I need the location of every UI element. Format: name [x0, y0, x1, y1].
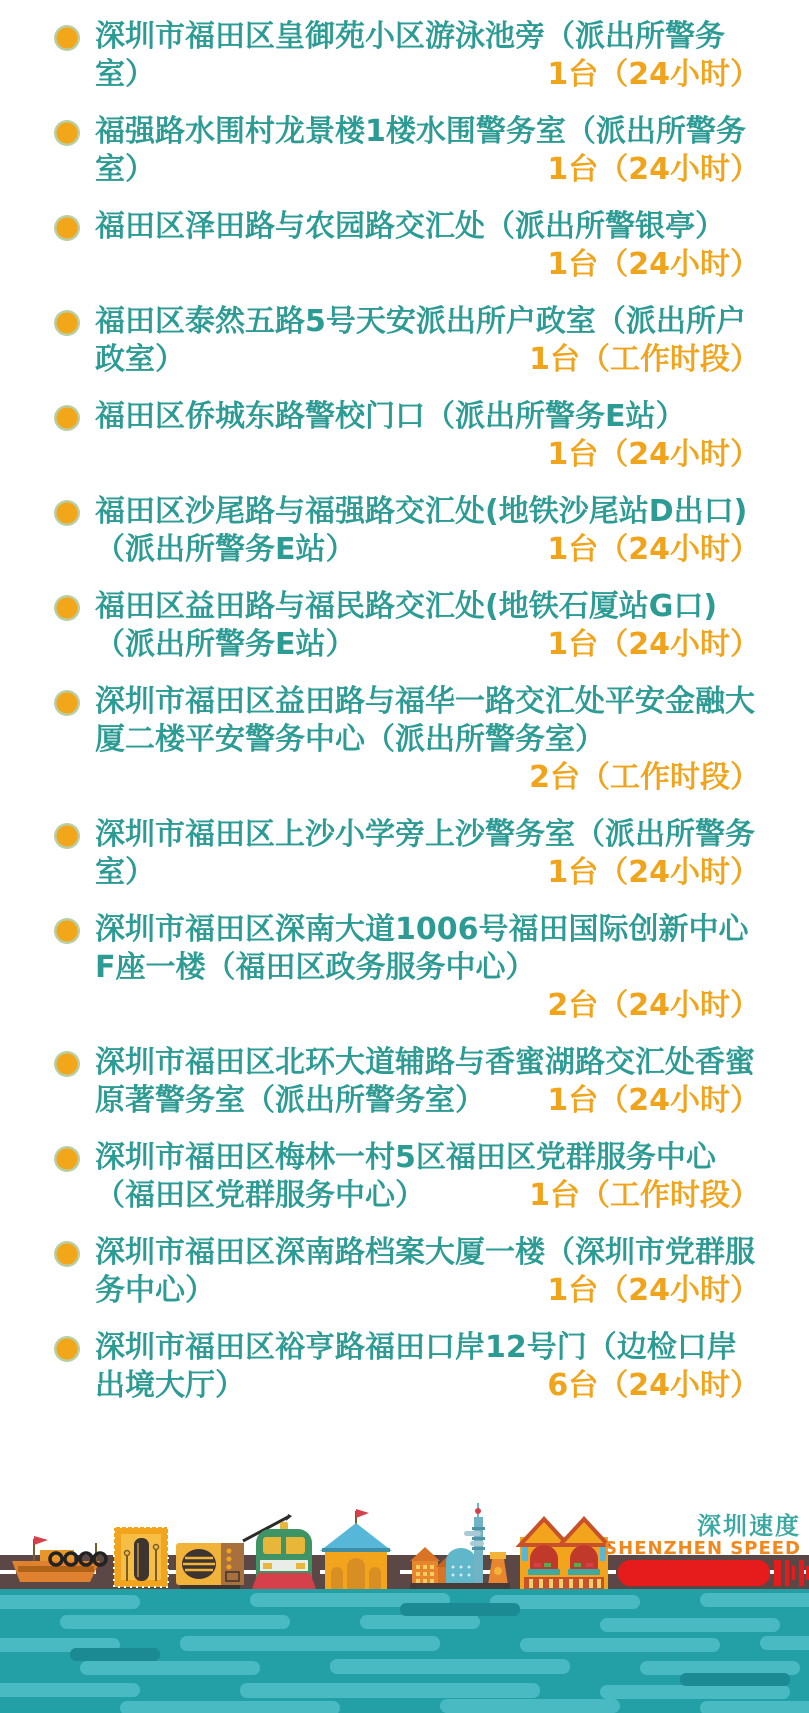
count-badge: 2台（24小时）	[547, 988, 760, 1023]
count-badge: 1台（工作时段）	[529, 342, 760, 377]
location-text: 深圳市福田区深南路档案大厦一楼（深圳市党群服务中心）	[95, 1235, 755, 1308]
bullet-icon	[54, 918, 80, 944]
slogan-chinese: 深圳速度	[697, 1512, 801, 1540]
count-badge: 1台（24小时）	[547, 437, 760, 472]
list-item	[95, 588, 760, 664]
list-item	[95, 303, 760, 379]
count-badge: 1台（24小时）	[547, 1083, 760, 1118]
count-badge: 1台（24小时）	[547, 152, 760, 187]
arch-building-icon	[320, 1509, 392, 1589]
location-text: 福田区泽田路与农园路交汇处（派出所警银亭）	[95, 209, 725, 244]
count-badge: 1台（24小时）	[547, 247, 760, 282]
location-text: 深圳市福田区裕亨路福田口岸12号门（边检口岸出境大厅）	[95, 1330, 737, 1403]
train-icon	[252, 1522, 316, 1589]
bullet-icon	[54, 25, 80, 51]
bullet-icon	[54, 1146, 80, 1172]
bullet-icon	[54, 823, 80, 849]
list-item	[95, 1234, 760, 1310]
count-badge: 2台（工作时段）	[529, 760, 760, 795]
speed-train-icon	[618, 1560, 809, 1586]
location-text: 福田区侨城东路警校门口（派出所警务E站）	[95, 399, 686, 434]
count-badge: 1台（24小时）	[547, 1273, 760, 1308]
bullet-icon	[54, 310, 80, 336]
location-text: 深圳市福田区深南大道1006号福田国际创新中心F座一楼（福田区政务服务中心）	[95, 912, 749, 985]
bullet-icon	[54, 1241, 80, 1267]
count-badge: 1台（24小时）	[547, 57, 760, 92]
list-item	[95, 1139, 760, 1215]
location-text: 福田区泰然五路5号天安派出所户政室（派出所户政室）	[95, 304, 746, 377]
list-item	[95, 493, 760, 569]
slogan	[604, 1513, 801, 1559]
water	[0, 1589, 809, 1713]
list-item	[95, 18, 760, 94]
location-text: 福田区沙尾路与福强路交汇处(地铁沙尾站D出口)（派出所警务E站）	[95, 494, 748, 567]
location-text: 深圳市福田区梅林一村5区福田区党群服务中心（福田区党群服务中心）	[95, 1140, 716, 1213]
count-badge: 1台（24小时）	[547, 855, 760, 890]
bullet-icon	[54, 120, 80, 146]
count-badge: 1台（24小时）	[547, 627, 760, 662]
list-item	[95, 208, 760, 284]
count-badge: 6台（24小时）	[547, 1368, 760, 1403]
count-badge: 1台（24小时）	[547, 532, 760, 567]
station-icon	[520, 1519, 608, 1589]
list-item	[95, 1044, 760, 1120]
list-item	[95, 683, 760, 797]
footer-illustration	[0, 1503, 809, 1713]
bullet-icon	[54, 215, 80, 241]
list-item	[95, 1329, 760, 1405]
list-item	[95, 911, 760, 1025]
stamp-icon	[114, 1527, 168, 1587]
count-badge: 1台（工作时段）	[529, 1178, 760, 1213]
location-text: 深圳市福田区上沙小学旁上沙警务室（派出所警务室）	[95, 817, 755, 890]
location-text: 福田区益田路与福民路交汇处(地铁石厦站G口)（派出所警务E站）	[95, 589, 718, 662]
bullet-icon	[54, 405, 80, 431]
list-item	[95, 113, 760, 189]
location-text: 深圳市福田区皇御苑小区游泳池旁（派出所警务室）	[95, 19, 725, 92]
list-item	[95, 398, 760, 474]
list-item	[95, 816, 760, 892]
bullet-icon	[54, 500, 80, 526]
location-text: 深圳市福田区益田路与福华一路交汇处平安金融大厦二楼平安警务中心（派出所警务室）	[95, 684, 755, 757]
location-text: 福强路水围村龙景楼1楼水围警务室（派出所警务室）	[95, 114, 746, 187]
bullet-icon	[54, 1336, 80, 1362]
bullet-icon	[54, 1051, 80, 1077]
slogan-english: SHENZHEN SPEED	[604, 1538, 801, 1560]
skyline-icon	[410, 1503, 510, 1589]
bullet-icon	[54, 690, 80, 716]
bullet-icon	[54, 595, 80, 621]
location-text: 深圳市福田区北环大道辅路与香蜜湖路交汇处香蜜原著警务室（派出所警务室）	[95, 1045, 755, 1118]
